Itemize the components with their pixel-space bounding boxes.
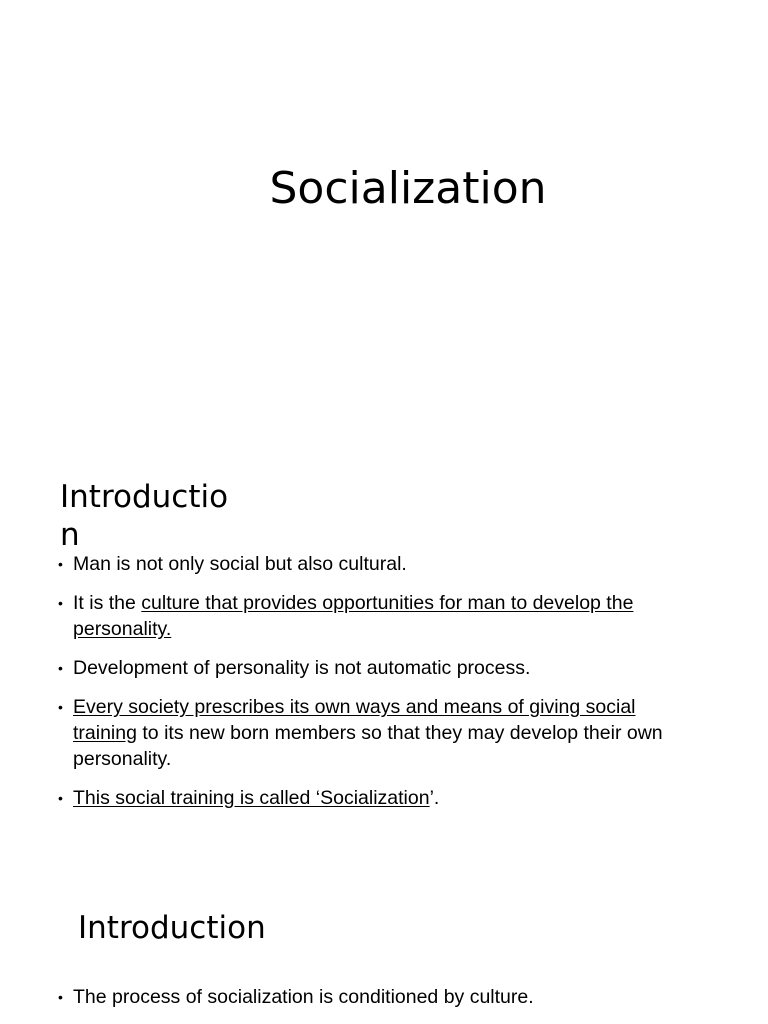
underlined-text: This social training is called ‘Socialization <box>73 787 430 809</box>
bullet-item <box>58 590 698 642</box>
bullet-dot: • <box>58 556 63 572</box>
bullet-text: Development of personality is not automatic process. <box>73 657 531 679</box>
bullet-item <box>58 551 698 577</box>
bullet-item <box>58 655 698 681</box>
bullet-dot: • <box>58 660 63 676</box>
underlined-text: culture that provides opportunities for man to develop the personality. <box>73 592 634 640</box>
underlined-text: Every society prescribes its own ways and means of giving social training <box>73 696 636 744</box>
bullet-dot: • <box>58 790 63 806</box>
bullet-list <box>58 551 698 824</box>
slide-title: Socialization <box>269 163 547 214</box>
bullet-text: to its new born members so that they may develop their own personality. <box>73 722 663 770</box>
bullet-dot: • <box>58 595 63 611</box>
bullet-dot: • <box>58 989 63 1005</box>
bullet-list <box>58 984 698 1010</box>
section-heading: Introduction <box>60 479 229 553</box>
bullet-item <box>58 694 698 772</box>
bullet-text: Man is not only social but also cultural. <box>73 553 407 575</box>
bullet-text: ’. <box>429 787 440 809</box>
bullet-item <box>58 984 698 1010</box>
bullet-dot: • <box>58 699 63 715</box>
bullet-text: It is the <box>73 592 142 614</box>
bullet-item <box>58 785 698 811</box>
bullet-text: The process of socialization is conditioned by culture. <box>73 986 534 1008</box>
section-heading: Introduction <box>78 910 266 946</box>
